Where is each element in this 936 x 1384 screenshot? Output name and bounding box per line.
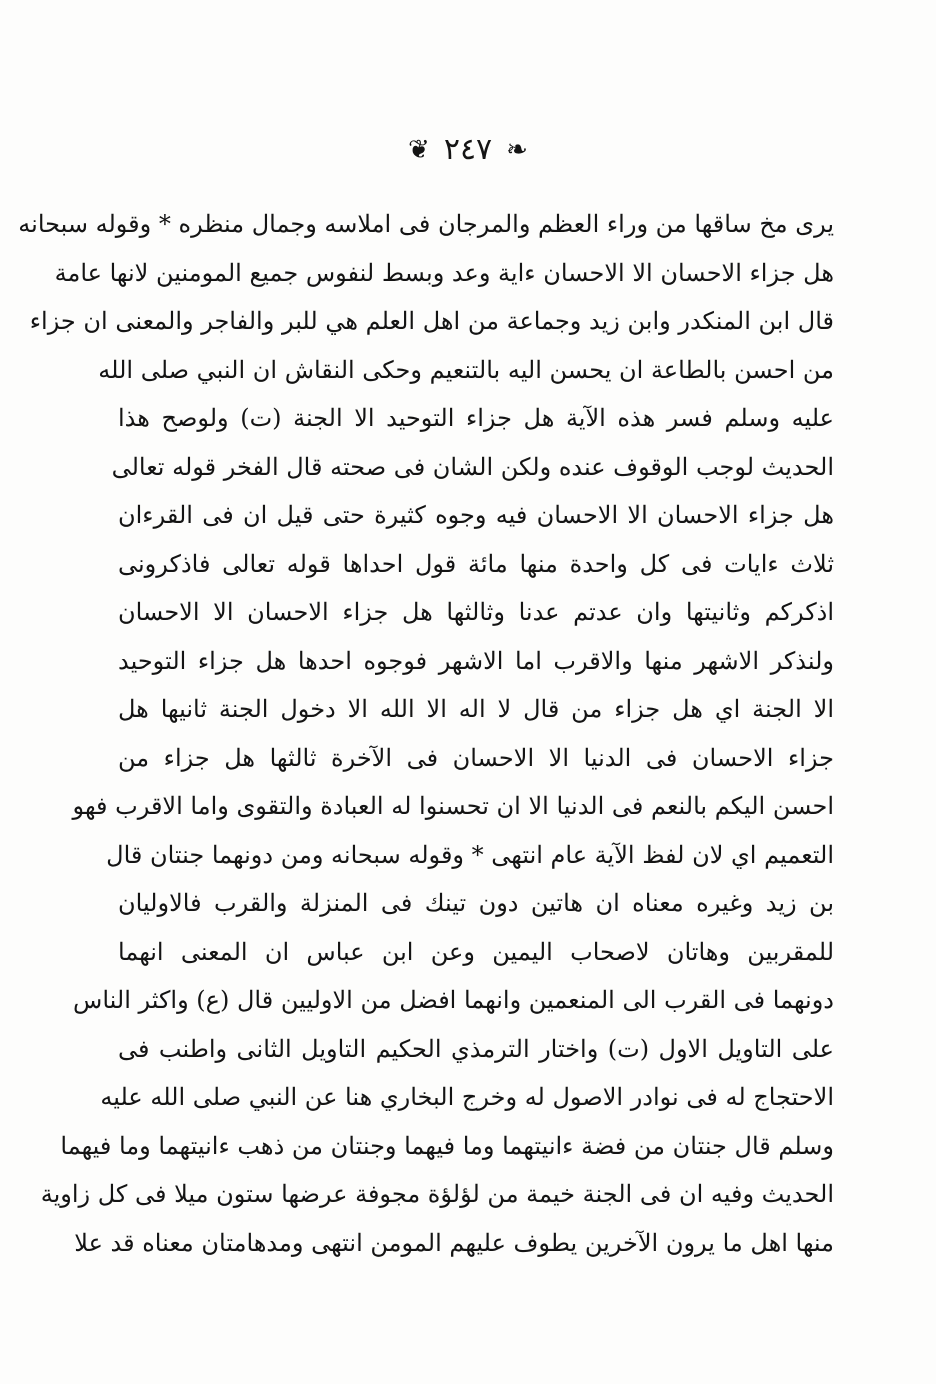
page-header [0,128,936,172]
text-line: من احسن بالطاعة ان يحسن اليه بالتنعيم وحكى النقاش ان النبي صلى الله [98,355,834,384]
text-line: هل جزاء الاحسان الا الاحسان ءاية وعد وبسط لنفوس جميع المومنين لانها عامة [54,258,834,287]
text-line: يرى مخ ساقها من وراء العظم والمرجان فى املاسه وجمال منظره * وقوله سبحانه [18,210,834,238]
text-line: اذكركم وثانيتها وان عدتم عدنا وثالثها هل جزاء الاحسان الا الاحسان [118,598,834,626]
text-line: هل جزاء الاحسان الا الاحسان فيه وجوه كثيرة حتى قيل ان فى القرءان [118,501,834,529]
text-line: بن زيد وغيره معناه ان هاتين دون تينك فى المنزلة والقرب فالاوليان [118,889,834,917]
text-line: احسن اليكم بالنعم فى الدنيا الا ان تحسنوا له العبادة والتقوى واما الاقرب فهو [72,792,834,820]
text-line: ثلاث ءايات فى كل واحدة منها مائة قول احداها قوله تعالى فاذكرونى [118,549,834,578]
text-line: منها اهل ما يرون الآخرين يطوف عليهم المومن انتهى ومدهامتان معناه قد علا [74,1228,834,1257]
text-line: على التاويل الاول (ت) واختار الترمذي الحكيم التاويل الثانى واطنب فى [118,1034,834,1063]
text-line: جزاء الاحسان فى الدنيا الا الاحسان فى الآخرة ثالثها هل جزاء من [118,743,834,772]
text-line: للمقربين وهاتان لاصحاب اليمين وعن ابن عباس ان المعنى انهما [118,937,834,966]
text-line: الا الجنة اي هل جزاء من قال لا اله الا الله الا دخول الجنة ثانيها هل [118,695,834,723]
page-number: ٢٤٧ [443,132,493,167]
text-line: عليه وسلم فسر هذه الآية هل جزاء التوحيد الا الجنة (ت) ولوصح هذا [118,404,834,432]
text-line: التعميم اي لان لفظ الآية عام انتهى * وقوله سبحانه ومن دونهما جنتان قال [106,840,834,869]
text-line: ولنذكر الاشهر منها والاقرب اما الاشهر فوجوه احدها هل جزاء التوحيد [118,646,834,675]
text-line: قال ابن المنكدر وابن زيد وجماعة من اهل العلم هي للبر والفاجر والمعنى ان جزاء [29,307,834,335]
right-ornament-icon: ❧ [506,135,528,165]
body-text [18,200,834,1267]
text-line: وسلم قال جنتان من فضة ءانيتهما وما فيهما وجنتان من ذهب ءانيتهما وما فيهما [60,1131,834,1160]
left-ornament-icon: ❦ [408,135,430,165]
text-line: الاحتجاج له فى نوادر الاصول له وخرج البخاري هنا عن النبي صلى الله عليه [100,1083,834,1111]
text-line: الحديث وفيه ان فى الجنة خيمة من لؤلؤة مجوفة عرضها ستون ميلا فى كل زاوية [40,1180,834,1208]
text-line: دونهما فى القرب الى المنعمين وانهما افضل من الاوليين قال (ع) واكثر الناس [73,986,834,1014]
text-line: الحديث لوجب الوقوف عنده ولكن الشان فى صحته قال الفخر قوله تعالى [111,452,834,481]
